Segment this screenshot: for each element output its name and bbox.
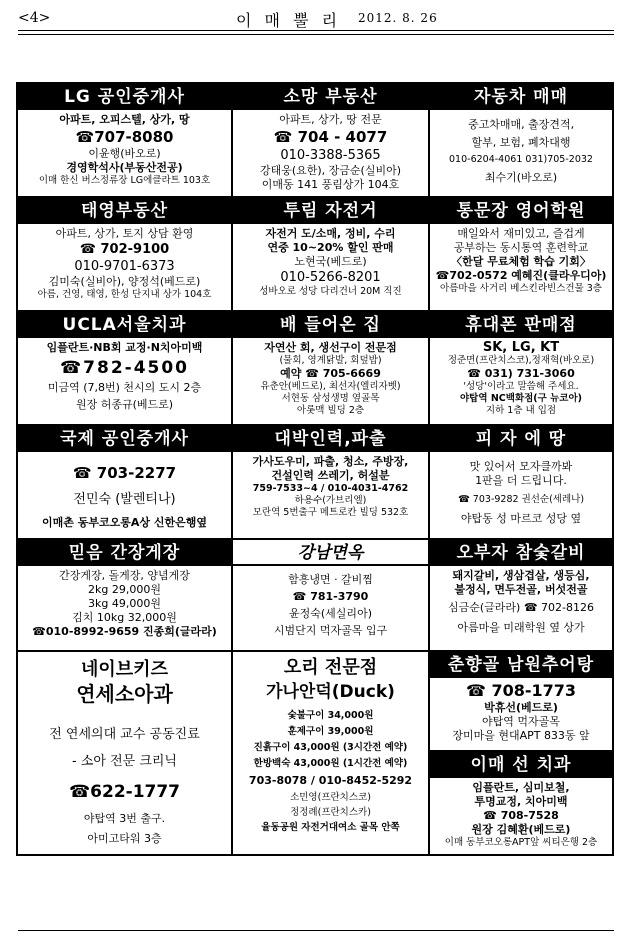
ad-soy-crab — [18, 540, 233, 652]
ad-dental-clinic — [430, 752, 612, 854]
ad-address: 서현동 삼성생명 옆골목 — [281, 393, 380, 404]
ad-line: 아파트, 상가, 토지 상담 환영 — [55, 227, 194, 240]
ad-title: 통문장 영어학원 — [430, 198, 612, 224]
ad-address: 시범단지 먹자골목 입구 — [273, 624, 388, 637]
ad-address: 장미마을 현대APT 833동 앞 — [452, 729, 590, 742]
ad-line: 3kg 49,000원 — [88, 597, 161, 610]
newsletter-title: 이 매 뿔 리 — [236, 11, 342, 30]
ad-title: 국제 공인중개사 — [18, 426, 231, 452]
ad-bike-shop — [233, 198, 430, 312]
ad-naengmyeon — [233, 540, 430, 652]
ad-line: 간장게장, 돌게장, 양념게장 — [59, 569, 190, 582]
page-header — [18, 8, 614, 32]
ad-title: 휴대폰 판매점 — [430, 312, 612, 338]
ad-title: 이매 선 치과 — [430, 752, 612, 778]
ad-galbi — [430, 540, 612, 652]
ad-title: 투림 자전거 — [233, 198, 428, 224]
ad-subtitle: 가나안덕(Duck) — [266, 682, 395, 702]
ad-english-academy — [430, 198, 612, 312]
ad-phone: ☎ 704 - 4077 — [273, 128, 388, 146]
ad-phone: 010-3388-5365 — [280, 148, 381, 163]
ad-address: 지하 1층 내 입점 — [485, 405, 557, 416]
ad-phone: ☎622-1777 — [68, 782, 181, 802]
ad-line: 윤정숙(세실리아) — [289, 607, 372, 620]
ad-grid — [16, 82, 614, 856]
ad-line: 할부, 보험, 폐차대행 — [471, 136, 571, 149]
ad-phone: ☎ 708-1773 — [465, 681, 577, 700]
ad-address: 야탑동 성 마르코 성당 옆 — [460, 512, 582, 525]
ad-duck — [233, 652, 430, 854]
ad-gukje-realty — [18, 426, 233, 540]
ad-line: 숯불구이 34,000원 — [287, 710, 374, 721]
ad-address: 야탑역 NC백화점(구 뉴코아) — [460, 393, 582, 404]
ad-title: 태영부동산 — [18, 198, 231, 224]
ad-line: 중고차매매, 출장견적, — [467, 118, 575, 131]
ad-line: 미금역 (7,8번) 천시의 도시 2층 — [47, 381, 202, 394]
ad-line: 아파트, 상가, 땅 전문 — [279, 113, 382, 126]
ad-lg-realty — [18, 84, 233, 198]
ad-phone: ☎ 702-9100 — [79, 242, 170, 257]
ad-title: 강남면옥 — [233, 540, 428, 566]
ad-somang-realty — [233, 84, 430, 198]
ad-line: 이윤행(바오로) — [88, 147, 161, 160]
ad-address: 이매촌 동부코오롱A상 신한은행옆 — [42, 516, 207, 529]
ad-line: - 소아 전문 크리닉 — [72, 754, 177, 769]
ad-phone: ☎707-8080 — [75, 128, 174, 146]
ad-line: 함흥냉면 · 갈비찜 — [288, 573, 373, 586]
ad-phone: ☎ 031) 731-3060 — [467, 367, 575, 380]
ad-phone: 010-5266-8201 — [280, 270, 381, 285]
ad-line: 정준면(프란치스코),정재혁(바오로) — [447, 355, 595, 366]
ad-line: 노현국(베드로) — [294, 255, 367, 268]
ad-line: 자연산 회, 생선구이 전문점 — [264, 341, 397, 354]
ad-line: '성당'이라고 말씀해 주세요. — [463, 381, 579, 392]
ad-line: 진흙구이 43,000원 (3시간전 예약) — [253, 742, 408, 753]
ad-line: 건설인력 쓰레기, 허설분 — [271, 469, 390, 482]
ad-line: 불정식, 면두전골, 버섯전골 — [454, 583, 588, 596]
ad-line: 유춘안(베드로), 최선자(엘리자벳) — [260, 381, 401, 392]
ad-labor-agency — [233, 426, 430, 540]
ad-line: 김미숙(실비아), 양정석(베드로) — [48, 275, 201, 288]
ad-address: 아미고타워 3층 — [87, 832, 162, 845]
header-rule — [18, 30, 614, 31]
ad-line: 1판을 더 드립니다. — [475, 474, 567, 487]
ad-line: 한방백숙 43,000원 (1시간전 예약) — [253, 758, 408, 769]
ad-address: 이매 한신 버스정류장 LG에클라트 103호 — [38, 175, 211, 186]
ad-line: 김치 10kg 32,000원 — [72, 611, 177, 624]
ad-address: 모란역 5번출구 메트로칸 빌딩 532호 — [252, 507, 409, 518]
ad-address: 성바오로 성당 다리건너 20M 직진 — [259, 286, 402, 297]
ad-line: SK, LG, KT — [482, 340, 560, 355]
ad-title: 자동차 매매 — [430, 84, 612, 110]
ad-line: 자전거 도/소매, 정비, 수리 — [265, 227, 396, 240]
ad-line: 최수기(바오로) — [484, 171, 558, 184]
ad-line: 가사도우미, 파출, 청소, 주방장, — [252, 455, 409, 468]
ad-line: (물회, 영계닭발, 회덮밥) — [279, 355, 382, 366]
ad-line: 임플란트, 심미보철, — [472, 781, 570, 794]
ad-address: 야탑역 3번 출구. — [83, 812, 166, 825]
page-number: <4> — [18, 10, 51, 26]
ad-phone: ☎ 781-3790 — [292, 590, 369, 603]
ad-car-dealer — [430, 84, 612, 198]
ad-taeyoung-realty — [18, 198, 233, 312]
ad-line: 원장 김혜환(베드로) — [471, 823, 571, 836]
ad-title: 피 자 에 땅 — [430, 426, 612, 452]
ad-pediatrics — [18, 652, 233, 854]
ad-line: 매일와서 재미있고, 즐겁게 — [457, 227, 585, 240]
ad-title: 배 들어온 집 — [233, 312, 428, 338]
ad-title: 대박인력,파출 — [233, 426, 428, 452]
ad-pizza — [430, 426, 612, 540]
ad-phone: ☎ 703-9282 권선순(세레나) — [457, 494, 585, 505]
ad-address: 율동공원 자전거대여소 골목 안쪽 — [261, 822, 400, 833]
ad-line: 투명교정, 치아미백 — [474, 795, 568, 808]
ad-title: 춘향골 남원추어탕 — [430, 652, 612, 678]
ad-ucla-dental — [18, 312, 233, 426]
ad-phone: ☎782-4500 — [59, 358, 190, 378]
ad-line: 원장 허종규(베드로) — [75, 398, 174, 411]
header-rule-thin — [18, 34, 614, 35]
ad-line: 하용수(가브리엘) — [294, 495, 367, 506]
ad-line: 강태웅(요한), 장금순(실비아) — [259, 164, 402, 177]
ad-subtitle: 연세소아과 — [76, 682, 173, 706]
ad-phone: ☎702-0572 예혜진(클라우디아) — [435, 269, 607, 282]
ad-address: 이매 동부코오롱APT앞 씨티은행 2층 — [444, 837, 598, 848]
ad-title: 오리 전문점 — [283, 657, 378, 678]
ad-chueotang — [430, 652, 612, 752]
ad-address: 아름, 건영, 태영, 한성 단지내 상가 104호 — [37, 289, 212, 300]
ad-title: 오부자 참숯갈비 — [430, 540, 612, 566]
ad-line: 연중 10~20% 할인 판매 — [267, 241, 394, 254]
ad-phone: 010-9701-6373 — [74, 259, 175, 274]
ad-line: 전민숙 (발렌티나) — [73, 492, 176, 507]
ad-line: 2kg 29,000원 — [88, 583, 161, 596]
issue-date: 2012. 8. 26 — [358, 11, 438, 25]
footer-rule — [18, 930, 614, 931]
ad-phone: 759-7533~4 / 010-4031-4762 — [252, 483, 409, 494]
ad-address: 이매동 141 풍림상가 104호 — [261, 178, 400, 191]
ad-line: 〈한달 무료체험 학습 기회〉 — [451, 255, 591, 268]
ad-title: 믿음 간장게장 — [18, 540, 231, 566]
ad-title: 소망 부동산 — [233, 84, 428, 110]
ad-line: 돼지갈비, 생삼겹살, 생등심, — [452, 569, 590, 582]
ad-address: 아롯맥 빌딩 2층 — [296, 405, 365, 416]
ad-title: 네이브키즈 — [81, 659, 168, 680]
ad-line: 정정례(프란치스카) — [290, 807, 371, 818]
ad-line: 소민영(프란치스코) — [290, 792, 371, 803]
ad-line: 경영학석사(부동산전공) — [66, 161, 183, 174]
ad-phone: ☎010-8992-9659 진종희(글라라) — [32, 625, 217, 638]
ad-phone-shop — [430, 312, 612, 426]
ad-line: 훈제구이 39,000원 — [287, 726, 374, 737]
ad-title: UCLA서울치과 — [18, 312, 231, 338]
ad-address: 야탑역 먹자골목 — [482, 715, 560, 728]
ad-line: 맛 있어서 모자클까봐 — [469, 460, 573, 473]
ad-line: 전 연세의대 교수 공동진료 — [49, 727, 200, 742]
ad-address: 아름마을 미래학원 옆 상가 — [457, 621, 585, 634]
ad-phone: 예약 ☎ 705-6669 — [280, 367, 381, 380]
ad-phone: 010-6204-4061 031)705-2032 — [449, 154, 593, 165]
ad-phone: 심금순(글라라) ☎ 702-8126 — [448, 601, 594, 614]
ad-line: 아파트, 오피스텔, 상가, 땅 — [59, 113, 190, 126]
ad-phone: 703-8078 / 010-8452-5292 — [248, 774, 413, 787]
ad-address: 아름마을 사거리 베스킨라빈스건물 3층 — [440, 283, 602, 294]
ad-phone: ☎ 703-2277 — [72, 464, 177, 482]
ad-line: 공부하는 동시통역 훈련학교 — [453, 241, 589, 254]
ad-line: 임플란트·NB회 교정·N치아미백 — [46, 341, 203, 354]
ad-seafood-house — [233, 312, 430, 426]
ad-line: 박휴선(베드로) — [484, 701, 558, 714]
ad-title: LG 공인중개사 — [18, 84, 231, 110]
ad-phone: ☎ 708-7528 — [483, 809, 559, 822]
